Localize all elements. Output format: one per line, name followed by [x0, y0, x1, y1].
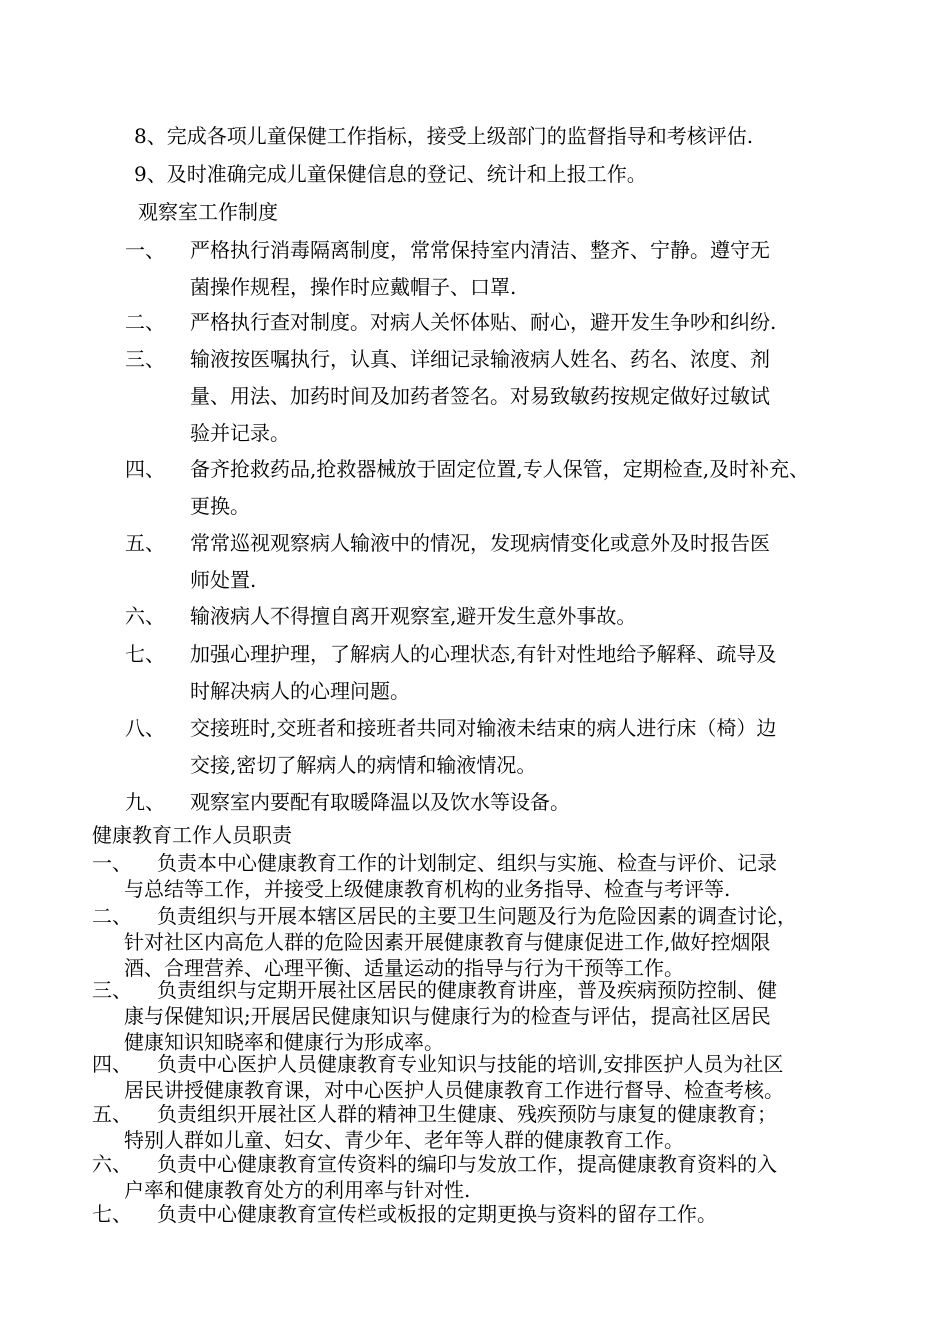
item-number: 六、	[92, 1152, 132, 1176]
item-text: 严格执行查对制度。对病人关怀体贴、耐心，避开发生争吵和纠纷.	[190, 310, 777, 334]
item-number: 三、	[92, 978, 132, 1002]
item-text: 输液病人不得擅自离开观察室,避开发生意外事故。	[190, 604, 637, 628]
item-number: 七、	[125, 642, 165, 666]
item-text-first-line: 负责组织开展社区人群的精神卫生健康、残疾预防与康复的健康教育；	[157, 1102, 777, 1126]
item-number: 五、	[92, 1102, 132, 1126]
item-number: 一、	[125, 238, 165, 262]
item-number: 八、	[125, 716, 165, 740]
item-text: 严格执行消毒隔离制度，常常保持室内清洁、整齐、宁静。遵守无 菌操作规程，操作时应戴帽子、口罩.	[190, 238, 770, 299]
item-text: 常常巡视观察病人输液中的情况，发现病情变化或意外及时报告医 师处置.	[190, 531, 770, 592]
item-text-continuation: 针对社区内高危人群的危险因素开展健康教育与健康促进工作,做好控烟限 酒、合理营养、心理平衡、适量运动的指导与行为干预等工作。	[124, 930, 771, 980]
item-number: 二、	[92, 904, 132, 928]
item-text-continuation: 特别人群如儿童、妇女、青少年、老年等人群的健康教育工作。	[124, 1128, 684, 1152]
intro-line-9: 9、及时准确完成儿童保健信息的登记、统计和上报工作。	[134, 162, 647, 186]
item-number: 三、	[125, 347, 165, 371]
item-number: 四、	[92, 1052, 132, 1076]
item-number: 四、	[125, 457, 165, 481]
item-text-first-line: 负责中心健康教育宣传栏或板报的定期更换与资料的留存工作。	[157, 1202, 717, 1226]
item-text-first-line: 负责组织与定期开展社区居民的健康教育讲座，普及疾病预防控制、健	[157, 978, 777, 1002]
item-text: 交接班时,交班者和接班者共同对输液未结束的病人进行床（椅）边 交接,密切了解病人的病情和输液情况。	[190, 716, 777, 777]
item-number: 七、	[92, 1202, 132, 1226]
item-text: 备齐抢救药品,抢救器械放于固定位置,专人保管，定期检查,及时补充、 更换。	[190, 457, 810, 518]
item-number: 一、	[92, 851, 132, 875]
item-text: 输液按医嘱执行，认真、详细记录输液病人姓名、药名、浓度、剂 量、用法、加药时间及加药者签名。对易致敏药按规定做好过敏试 验并记录。	[190, 347, 770, 445]
observation-room-title: 观察室工作制度	[138, 200, 278, 224]
item-number: 九、	[125, 790, 165, 814]
item-number: 五、	[125, 531, 165, 555]
item-number: 六、	[125, 604, 165, 628]
intro-line-8: 8、完成各项儿童保健工作指标，接受上级部门的监督指导和考核评估.	[134, 124, 754, 148]
item-number: 二、	[125, 310, 165, 334]
item-text-first-line: 负责本中心健康教育工作的计划制定、组织与实施、检查与评价、记录	[157, 851, 777, 875]
item-text-first-line: 负责中心医护人员健康教育专业知识与技能的培训,安排医护人员为社区	[157, 1052, 784, 1076]
item-text-first-line: 负责组织与开展本辖区居民的主要卫生问题及行为危险因素的调查讨论，	[157, 904, 797, 928]
item-text-continuation: 居民讲授健康教育课，对中心医护人员健康教育工作进行督导、检查考核。	[124, 1078, 784, 1102]
item-text-continuation: 与总结等工作，并接受上级健康教育机构的业务指导、检查与考评等.	[124, 877, 731, 901]
item-text: 观察室内要配有取暖降温以及饮水等设备。	[190, 790, 570, 814]
item-text: 加强心理护理，了解病人的心理状态,有针对性地给予解释、疏导及 时解决病人的心理问题。	[190, 642, 777, 703]
item-text-first-line: 负责中心健康教育宣传资料的编印与发放工作，提高健康教育资料的入	[157, 1152, 777, 1176]
item-text-continuation: 康与保健知识;开展居民健康知识与健康行为的检查与评估，提高社区居民 健康知识知晓率和健康行为形成率。	[124, 1004, 771, 1054]
health-education-title: 健康教育工作人员职责	[92, 823, 292, 847]
item-text-continuation: 户率和健康教育处方的利用率与针对性.	[124, 1178, 471, 1202]
